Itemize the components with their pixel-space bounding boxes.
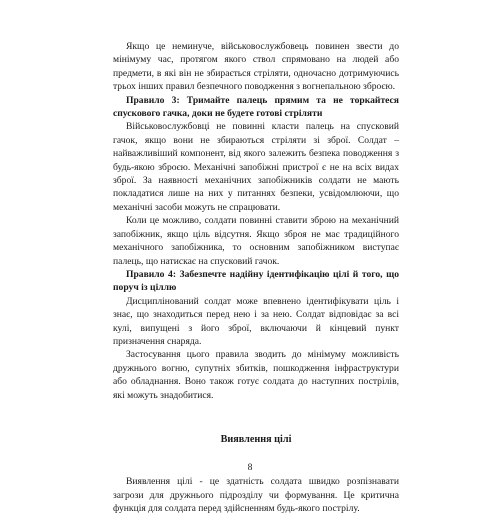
rule-4-paragraph-2: Застосування цього правила зводить до мінімуму можливість дружнього вогню, супутніх збитків, пошкодження інфраструктури або обладнання. Воно також готує солдата до наступних пострілів, які можуть знадобитися. <box>113 349 399 401</box>
section-title: Виявлення цілі <box>220 433 292 445</box>
section-paragraph-1: Виявлення цілі - це здатність солдата швидко розпізнавати загрози для дружнього підрозділу чи формування. Це критична функція для солдата перед здійсненням будь-якого пострілу. <box>113 476 399 515</box>
rule-3-heading: Правило 3: Тримайте палець прямим та не торкайтеся спускового гачка, доки не будете готові стріляти <box>113 94 399 120</box>
rule-4-heading: Правило 4: Забезпечте надійну ідентифікацію цілі й того, що поруч із ціллю <box>113 268 399 294</box>
rule-4-paragraph-1: Дисциплінований солдат може впевнено ідентифікувати ціль і знає, що знаходиться перед нею і за нею. Солдат відповідає за всі кулі, випущені з його зброї, включаючи й кінцевий пункт призначення снаряда. <box>113 295 399 347</box>
rule-3-paragraph-2: Коли це можливо, солдати повинні ставити зброю на механічний запобіжник, якщо ціль відсутня. Якщо зброя не має традиційного механічного запобіжника, то основним запобіжником виступає палець, що натискає на спусковий гачок. <box>113 215 399 267</box>
intro-paragraph: Якщо це неминуче, військовослужбовець повинен звести до мінімуму час, протягом якого ствол спрямовано на людей або предмети, в які він не збирається стріляти, одночасно дотримуючись трьох інших правил безпечного поводження з вогнепальною зброєю. <box>113 41 399 93</box>
page-body <box>113 40 399 516</box>
rule-3-paragraph-1: Військовослужбовці не повинні класти палець на спусковий гачок, якщо вони не збираються стріляти зі зброї. Солдат – найважливіший компонент, від якого залежить безпека поводження з будь-якою зброєю. Механічні запобіжні пристрої є не на всіх видах зброї. За наявності механічних запобіжників солдати не мають покладатися лише на них у питаннях безпеки, усвідомлюючи, що механічні засоби можуть не спрацювати. <box>113 121 399 213</box>
page-number: 8 <box>247 462 253 473</box>
